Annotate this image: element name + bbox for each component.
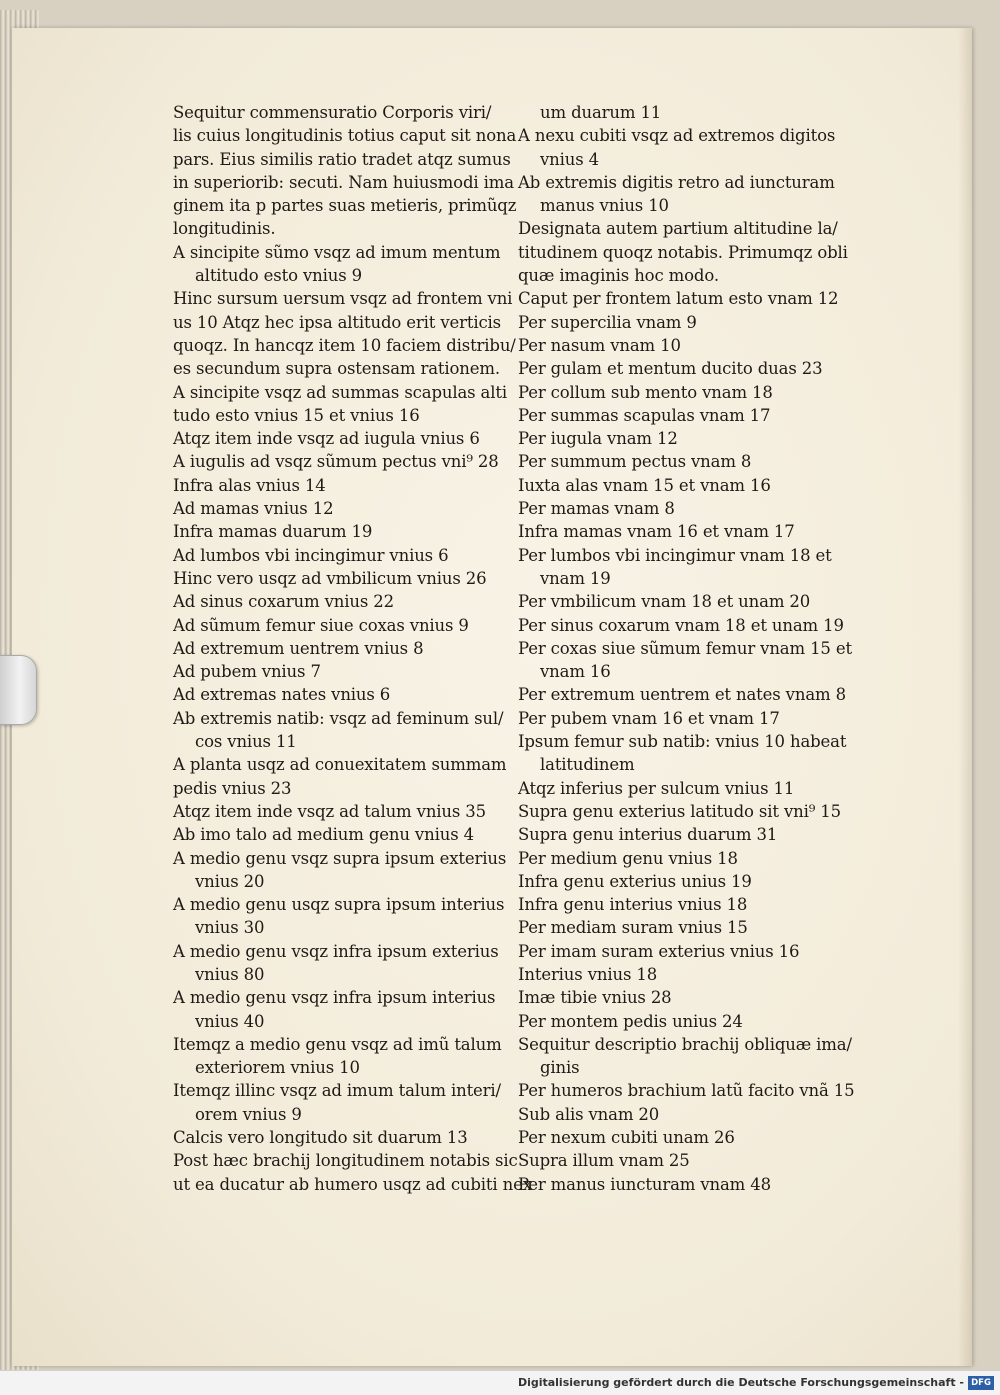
text-line: Per mediam suram vnius 15 — [518, 918, 748, 938]
text-line: Ad mamas vnius 12 — [173, 499, 334, 519]
dfg-logo-icon: DFG — [968, 1376, 994, 1390]
text-line: es secundum supra ostensam rationem. — [173, 359, 500, 379]
text-line: Atqz inferius per sulcum vnius 11 — [518, 778, 795, 798]
text-line: vnius 80 — [195, 964, 265, 984]
text-line: Atqz item inde vsqz ad talum vnius 35 — [173, 801, 487, 821]
text-line: orem vnius 9 — [195, 1104, 302, 1124]
page-gutter-shadow — [958, 28, 972, 1366]
text-line: Per montem pedis unius 24 — [518, 1011, 743, 1031]
text-line: Per pubem vnam 16 et vnam 17 — [518, 708, 780, 728]
text-line: Per lumbos vbi incingimur vnam 18 et — [518, 545, 832, 565]
text-line: Per sinus coxarum vnam 18 et unam 19 — [518, 615, 844, 635]
text-line: vnius 40 — [195, 1011, 265, 1031]
text-line: Per vmbilicum vnam 18 et unam 20 — [518, 592, 811, 612]
text-line: vnius 4 — [540, 149, 600, 169]
text-line: Infra genu interius vnius 18 — [518, 895, 748, 915]
text-line: Ipsum femur sub natib: vnius 10 habeat — [518, 732, 847, 752]
left-column — [173, 101, 532, 1196]
text-line: us 10 Atqz hec ipsa altitudo erit verticis — [173, 312, 501, 332]
text-line: quoqz. In hancqz item 10 faciem distribu/ — [173, 335, 516, 355]
text-line: Supra genu interius duarum 31 — [518, 825, 778, 845]
text-line: Per iugula vnam 12 — [518, 429, 678, 449]
text-line: A planta usqz ad conuexitatem summam — [173, 755, 507, 775]
text-line: pars. Eius similis ratio tradet atqz sumus — [173, 149, 511, 169]
text-line: Per gulam et mentum ducito duas 23 — [518, 359, 823, 379]
text-line: lis cuius longitudinis totius caput sit nona — [173, 126, 517, 146]
text-line: A iugulis ad vsqz sũmum pectus vni⁹ 28 — [173, 452, 499, 472]
text-line: Ad extremas nates vnius 6 — [173, 685, 391, 705]
text-line: A medio genu usqz supra ipsum interius — [173, 895, 505, 915]
text-line: longitudinis. — [173, 219, 276, 239]
text-line: altitudo esto vnius 9 — [195, 266, 362, 286]
text-line: Per humeros brachium latũ facito vnã 15 — [518, 1081, 855, 1101]
text-line: Per medium genu vnius 18 — [518, 848, 738, 868]
text-line: Ad pubem vnius 7 — [173, 662, 321, 682]
text-line: Designata autem partium altitudine la/ — [518, 219, 838, 239]
text-line: tudo esto vnius 15 et vnius 16 — [173, 405, 420, 425]
text-line: vnam 19 — [540, 568, 611, 588]
text-line: Ad lumbos vbi incingimur vnius 6 — [173, 545, 449, 565]
text-line: pedis vnius 23 — [173, 778, 292, 798]
text-line: Ab imo talo ad medium genu vnius 4 — [173, 825, 474, 845]
text-line: Sequitur descriptio brachij obliquæ ima/ — [518, 1034, 852, 1054]
text-line: Itemqz illinc vsqz ad imum talum interi/ — [173, 1081, 501, 1101]
text-line: Itemqz a medio genu vsqz ad imũ talum — [173, 1034, 502, 1054]
text-line: cos vnius 11 — [195, 732, 297, 752]
text-line: A sincipite vsqz ad summas scapulas alti — [173, 382, 507, 402]
text-line: Per extremum uentrem et nates vnam 8 — [518, 685, 846, 705]
text-line: Per collum sub mento vnam 18 — [518, 382, 773, 402]
text-line: Post hæc brachij longitudinem notabis sic — [173, 1151, 518, 1171]
text-line: Ab extremis digitis retro ad iuncturam — [518, 172, 835, 192]
text-line: vnius 20 — [195, 871, 265, 891]
text-line: Infra mamas vnam 16 et vnam 17 — [518, 522, 795, 542]
text-line: ut ea ducatur ab humero usqz ad cubiti nex — [173, 1174, 532, 1194]
text-line: A sincipite sũmo vsqz ad imum mentum — [173, 242, 501, 262]
text-line: Per coxas siue sũmum femur vnam 15 et — [518, 638, 852, 658]
text-line: Sequitur commensuratio Corporis viri/ — [173, 103, 492, 122]
text-line: Calcis vero longitudo sit duarum 13 — [173, 1128, 468, 1148]
text-line: Hinc vero usqz ad vmbilicum vnius 26 — [173, 568, 487, 588]
text-line: Atqz item inde vsqz ad iugula vnius 6 — [173, 429, 480, 449]
text-line: Ab extremis natib: vsqz ad feminum sul/ — [173, 708, 504, 728]
text-line: titudinem quoqz notabis. Primumqz obli — [518, 242, 848, 262]
text-line: Per manus iuncturam vnam 48 — [518, 1174, 771, 1194]
text-line: Ad extremum uentrem vnius 8 — [173, 638, 424, 658]
text-line: Supra genu exterius latitudo sit vni⁹ 15 — [518, 801, 841, 821]
text-line: quæ imaginis hoc modo. — [518, 266, 719, 286]
text-line: Ad sinus coxarum vnius 22 — [173, 592, 394, 612]
text-line: Per supercilia vnam 9 — [518, 312, 697, 332]
text-line: um duarum 11 — [540, 103, 662, 122]
text-line: vnam 16 — [540, 662, 611, 682]
text-line: A medio genu vsqz infra ipsum exterius — [173, 941, 499, 961]
text-line: Iuxta alas vnam 15 et vnam 16 — [518, 475, 771, 495]
right-column — [518, 101, 853, 1196]
text-line: Imæ tibie vnius 28 — [518, 988, 672, 1008]
text-line: Per imam suram exterius vnius 16 — [518, 941, 800, 961]
text-line: Per summas scapulas vnam 17 — [518, 405, 771, 425]
text-line: ginis — [540, 1058, 580, 1078]
text-line: Interius vnius 18 — [518, 964, 658, 984]
text-line: latitudinem — [540, 755, 635, 775]
text-line: Sub alis vnam 20 — [518, 1104, 660, 1124]
text-line: Ad sũmum femur siue coxas vnius 9 — [173, 615, 469, 635]
text-line: Infra genu exterius unius 19 — [518, 871, 752, 891]
text-line: Supra illum vnam 25 — [518, 1151, 690, 1171]
text-line: Per mamas vnam 8 — [518, 499, 675, 519]
text-line: manus vnius 10 — [540, 196, 669, 216]
text-line: A medio genu vsqz infra ipsum interius — [173, 988, 496, 1008]
text-line: Per nasum vnam 10 — [518, 335, 681, 355]
text-line: Infra mamas duarum 19 — [173, 522, 373, 542]
text-line: exteriorem vnius 10 — [195, 1058, 360, 1078]
text-line: vnius 30 — [195, 918, 265, 938]
page-clip — [0, 655, 37, 725]
text-line: Hinc sursum uersum vsqz ad frontem vni — [173, 289, 513, 309]
text-line: A medio genu vsqz supra ipsum exterius — [173, 848, 507, 868]
book-page — [12, 28, 972, 1366]
text-line: Infra alas vnius 14 — [173, 475, 326, 495]
text-line: Per nexum cubiti unam 26 — [518, 1128, 735, 1148]
text-line: in superiorib: secuti. Nam huiusmodi ima — [173, 172, 514, 192]
text-line: Caput per frontem latum esto vnam 12 — [518, 289, 839, 309]
text-line: ginem ita p partes suas metieris, primũqz — [173, 196, 517, 216]
text-line: A nexu cubiti vsqz ad extremos digitos — [518, 126, 836, 146]
footer-credit: Digitalisierung gefördert durch die Deutsche Forschungsgemeinschaft - — [517, 1376, 964, 1389]
digitization-footer — [0, 1370, 1000, 1395]
text-line: Per summum pectus vnam 8 — [518, 452, 752, 472]
